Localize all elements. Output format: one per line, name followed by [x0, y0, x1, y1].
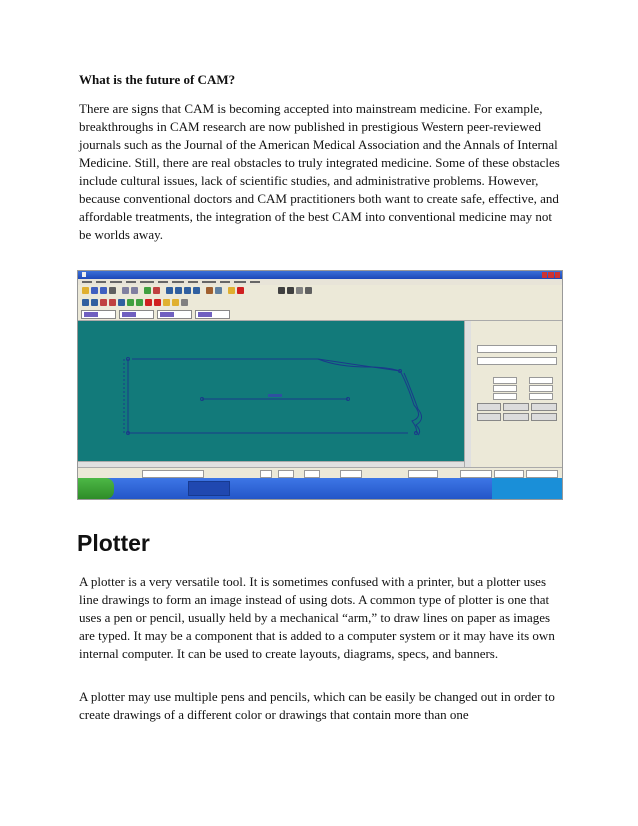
screenshot-toolbar-3	[78, 308, 562, 321]
section-heading-plotter: Plotter	[77, 530, 150, 556]
paragraph-plotter-intro: A plotter is a very versatile tool. It is sometimes confused with a printer, but a plotter uses line drawings to form an image instead of using dots. A common type of plotter is one that uses a pen or pencil, usually held by a mechanical “arm,” to draw lines on paper as images are typed. It may be a component that is added to a computer system or it may have its own internal computer. It can be used to create layouts, diagrams, specs, and banners.	[79, 574, 555, 661]
section-heading-cam-future: What is the future of CAM?	[79, 72, 236, 87]
pattern-drawing	[78, 321, 464, 461]
paragraph-cam-future: There are signs that CAM is becoming accepted into mainstream medicine. For example, breakthroughs in CAM research are now published in prestigious Western peer-reviewed journals such as the Journal of the American Medical Association and the Annals of Internal Medicine. Still, there are real obstacles to truly integrated medicine. Some of these obstacles include cultural issues, lack of scientific studies, and administrative problems. However, because conventional doctors and CAM practitioners both want to create safe, effective, and affordable treatments, the integration of the best CAM into conventional medicine may not be worlds away.	[79, 101, 560, 242]
app-icon	[82, 272, 86, 277]
taskbar-window-item	[188, 481, 230, 496]
start-button-image	[78, 478, 114, 499]
drawing-canvas	[78, 321, 464, 461]
system-tray	[492, 478, 562, 499]
vertical-scrollbar	[464, 321, 471, 467]
properties-panel	[471, 321, 562, 467]
screenshot-toolbar-2	[78, 297, 562, 308]
screenshot-taskbar	[78, 478, 562, 499]
screenshot-toolbar-1	[78, 285, 562, 297]
window-controls	[542, 272, 560, 278]
paragraph-plotter-pens: A plotter may use multiple pens and pencils, which can be easily be changed out in order to create drawings of a different color or drawings that contain more than one	[79, 689, 555, 722]
cad-software-screenshot	[77, 270, 563, 500]
screenshot-title-bar	[78, 271, 562, 279]
